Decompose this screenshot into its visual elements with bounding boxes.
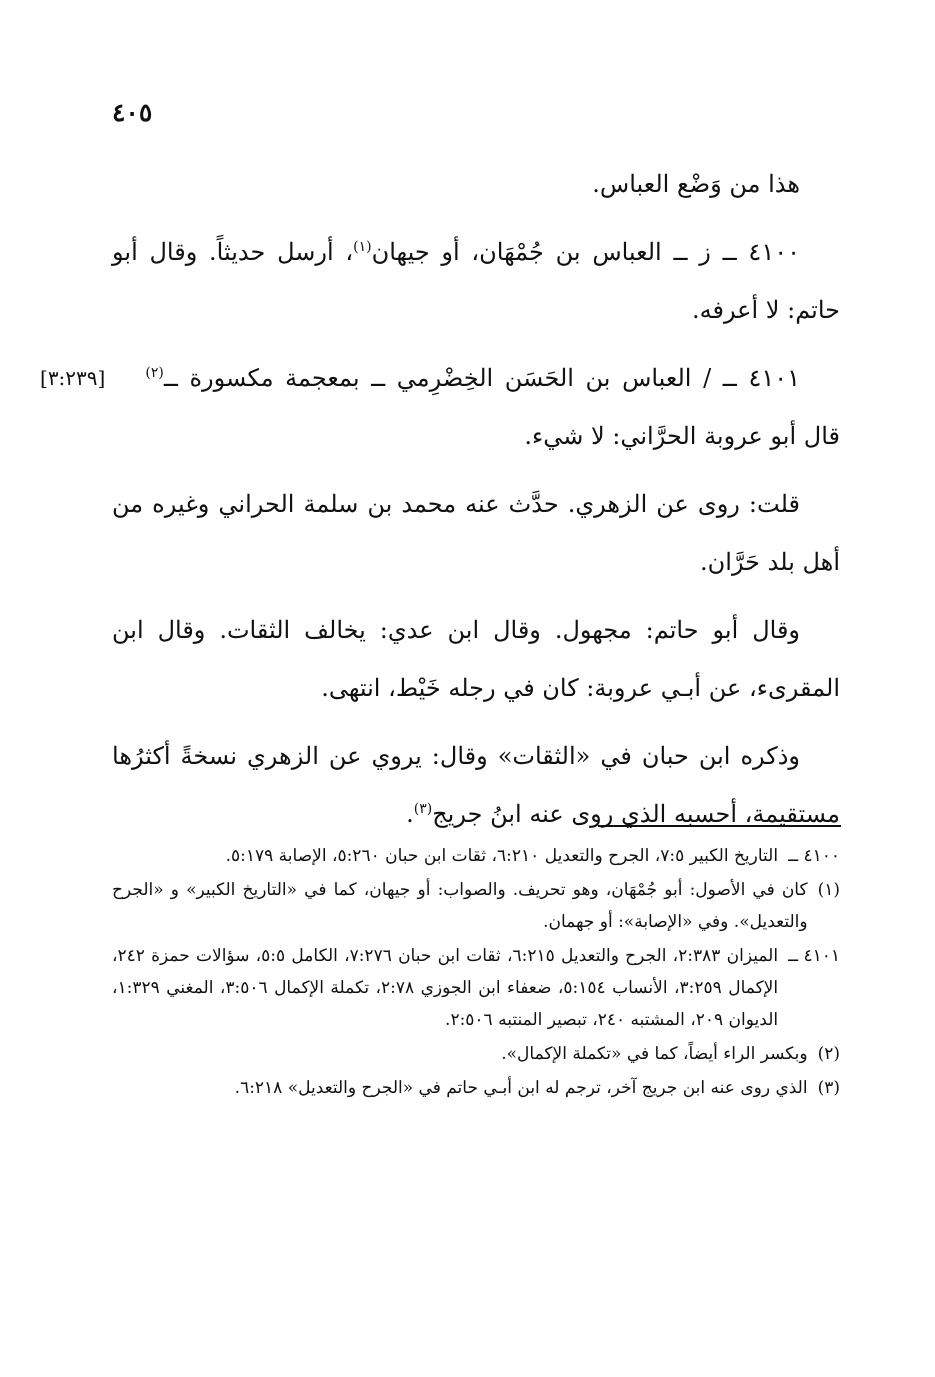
paragraph-1: هذا من وَضْع العباس.	[592, 170, 800, 198]
footnote-ref-2: (٢)	[145, 365, 164, 381]
footnote-ref-3: (٣)	[413, 801, 433, 817]
footnote-2: (٢) وبكسر الراء أيضاً، كما في «تكملة الإكمال».	[501, 1044, 840, 1064]
page-reference: [٣:٢٣٩]	[40, 366, 106, 390]
main-text	[40, 155, 840, 853]
footnotes	[112, 840, 840, 1106]
paragraph-5: وقال أبو حاتم: مجهول. وقال ابن عدي: يخالف الثقات. وقال ابن المقرىء، عن أبـي عروبة: كان في رجله خَيْط، انتهى.	[112, 616, 840, 702]
footnote-source-4100: ٤١٠٠ ــ التاريخ الكبير ٧:٥، الجرح والتعديل ٦:٢١٠، ثقات ابن حبان ٥:٢٦٠، الإصابة ٥:١٧٩.	[225, 846, 840, 866]
page-number: ٤٠٥	[112, 98, 153, 127]
footnote-source-4101: ٤١٠١ ــ الميزان ٢:٣٨٣، الجرح والتعديل ٦:٢١٥، ثقات ابن حبان ٧:٢٧٦، الكامل ٥:٥، سؤالات حمزة ٢٤٢، الإكمال ٣:٢٥٩، الأنساب ٥:١٥٤، ضعفاء ابن الجوزي ٢:٧٨، تكملة الإكمال ٣:٥٠٦، المغني ١:٣٢٩، الديوان ٢٠٩، المشتبه ٢٤٠، تبصير المنتبه ٢:٥٠٦.	[112, 946, 840, 1030]
paragraph-4: قلت: روى عن الزهري. حدَّث عنه محمد بن سلمة الحراني وغيره من أهل بلد حَرَّان.	[112, 490, 840, 576]
footnote-ref-1: (١)	[353, 239, 372, 255]
entry-4100: ٤١٠٠ ــ ز ــ العباس بن جُمْهَان، أو جيهان$^{(١)}$، أرسل حديثاً. وقال أبو حاتم: لا أعرفه.	[112, 238, 840, 324]
entry-4101: [٣:٢٣٩] ٤١٠١ ــ / العباس بن الحَسَن الخِضْرِمي ــ بمعجمة مكسورة ــ$^{(٢)}$ قال أبو عروبة الحرَّاني: لا شيء.	[112, 349, 840, 465]
footnote-separator	[598, 825, 841, 827]
paragraph-6: وذكره ابن حبان في «الثقات» وقال: يروي عن الزهري نسخةً أكثرُها مستقيمة، أحسبه الذي روى عنه ابنُ جريج$^{(٣)}$.	[112, 742, 840, 828]
footnote-3: (٣) الذي روى عنه ابن جريج آخر، ترجم له ابن أبـي حاتم في «الجرح والتعديل» ٦:٢١٨.	[234, 1078, 840, 1098]
footnote-1: (١) كان في الأصول: أبو جُمْهَان، وهو تحريف. والصواب: أو جيهان، كما في «التاريخ الكبير» و «الجرح والتعديل». وفي «الإصابة»: أو جهمان.	[112, 880, 840, 932]
